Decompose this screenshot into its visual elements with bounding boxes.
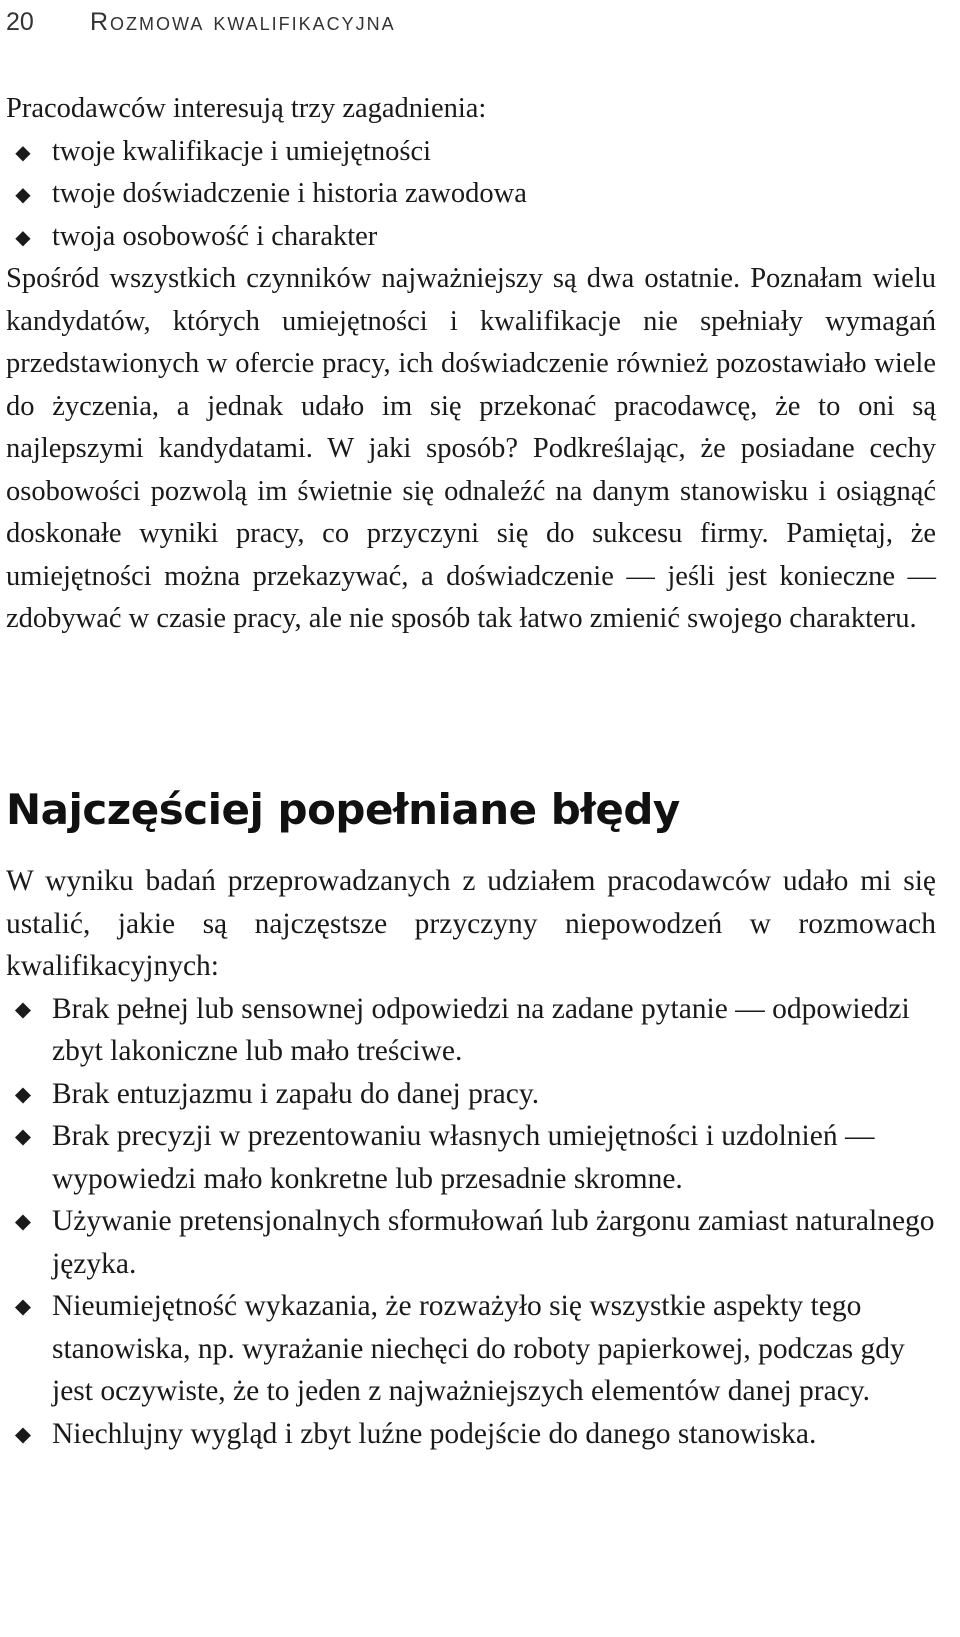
diamond-bullet-icon: ◆ <box>15 224 31 249</box>
diamond-bullet-icon: ◆ <box>14 1294 32 1318</box>
list-item-text: Używanie pretensjonalnych sformułowań lub żargonu zamiast naturalnego języka. <box>52 1205 935 1280</box>
list-item <box>6 1073 936 1116</box>
list-item-text: Brak entuzjazmu i zapału do danej pracy. <box>52 1077 540 1110</box>
page-number: 20 <box>6 8 34 36</box>
section-heading: Najczęściej popełniane błędy <box>6 785 680 834</box>
running-head-title: Rozmowa kwalifikacyjna <box>90 8 396 36</box>
diamond-bullet-icon: ◆ <box>14 1421 32 1446</box>
list-item <box>6 131 936 174</box>
section-lead: W wyniku badań przeprowadzanych z udziałem pracodawców udało mi się ustalić, jakie są najczęstsze przyczyny niepowodzeń w rozmowach kwalifikacyjnych: <box>6 865 936 982</box>
diamond-bullet-icon: ◆ <box>15 139 31 164</box>
diamond-bullet-icon: ◆ <box>14 1209 32 1233</box>
mistakes-bullet-list <box>6 988 936 1456</box>
list-item-text: twoje doświadczenie i historia zawodowa <box>52 178 527 209</box>
list-item <box>6 216 936 259</box>
intro-bullet-list <box>6 131 936 259</box>
running-head <box>6 4 936 40</box>
list-item <box>6 1200 936 1285</box>
intro-paragraph: Spośród wszystkich czynników najważniejszy są dwa ostatnie. Poznałam wielu kandydatów, których umiejętności i kwalifikacje nie spełniały wymagań przedstawionych w ofercie pracy, ich doświadczenie również pozostawiało wiele do życzenia, a jednak udało im się przekonać pracodawcę, że to oni są najlepszymi kandydatami. W jaki sposób? Podkreślając, że posiadane cechy osobowości pozwolą im świetnie się odnaleźć na danym stanowisku i osiągnąć doskonałe wyniki pracy, co przyczyni się do sukcesu firmy. Pamiętaj, że umiejętności można przekazywać, a doświadczenie — jeśli jest konieczne — zdobywać w czasie pracy, ale nie sposób tak łatwo zmienić swojego charakteru. <box>6 263 936 634</box>
list-item <box>6 988 936 1073</box>
list-item-text: Niechlujny wygląd i zbyt luźne podejście do danego stanowiska. <box>52 1417 817 1450</box>
intro-lead: Pracodawców interesują trzy zagadnienia: <box>6 93 487 124</box>
list-item <box>6 1413 936 1456</box>
list-item <box>6 1285 936 1413</box>
list-item-text: twoja osobowość i charakter <box>52 220 378 252</box>
list-item-text: Nieumiejętność wykazania, że rozważyło się wszystkie aspekty tego stanowiska, np. wyrażanie niechęci do roboty papierkowej, podczas gdy jest oczywiste, że to jeden z najważniejszych elementów danej pracy. <box>52 1290 905 1407</box>
list-item <box>6 1115 936 1200</box>
diamond-bullet-icon: ◆ <box>14 1081 32 1106</box>
diamond-bullet-icon: ◆ <box>15 182 31 206</box>
intro-block <box>6 88 936 641</box>
list-item <box>6 173 936 216</box>
list-item-text: Brak pełnej lub sensownej odpowiedzi na zadane pytanie — odpowiedzi zbyt lakoniczne lub mało treściwe. <box>52 992 910 1067</box>
diamond-bullet-icon: ◆ <box>14 996 32 1021</box>
diamond-bullet-icon: ◆ <box>14 1124 32 1148</box>
list-item-text: twoje kwalifikacje i umiejętności <box>52 135 432 167</box>
section-body <box>6 860 936 1455</box>
list-item-text: Brak precyzji w prezentowaniu własnych umiejętności i uzdolnień — wypowiedzi mało konkretne lub przesadnie skromne. <box>52 1120 875 1195</box>
